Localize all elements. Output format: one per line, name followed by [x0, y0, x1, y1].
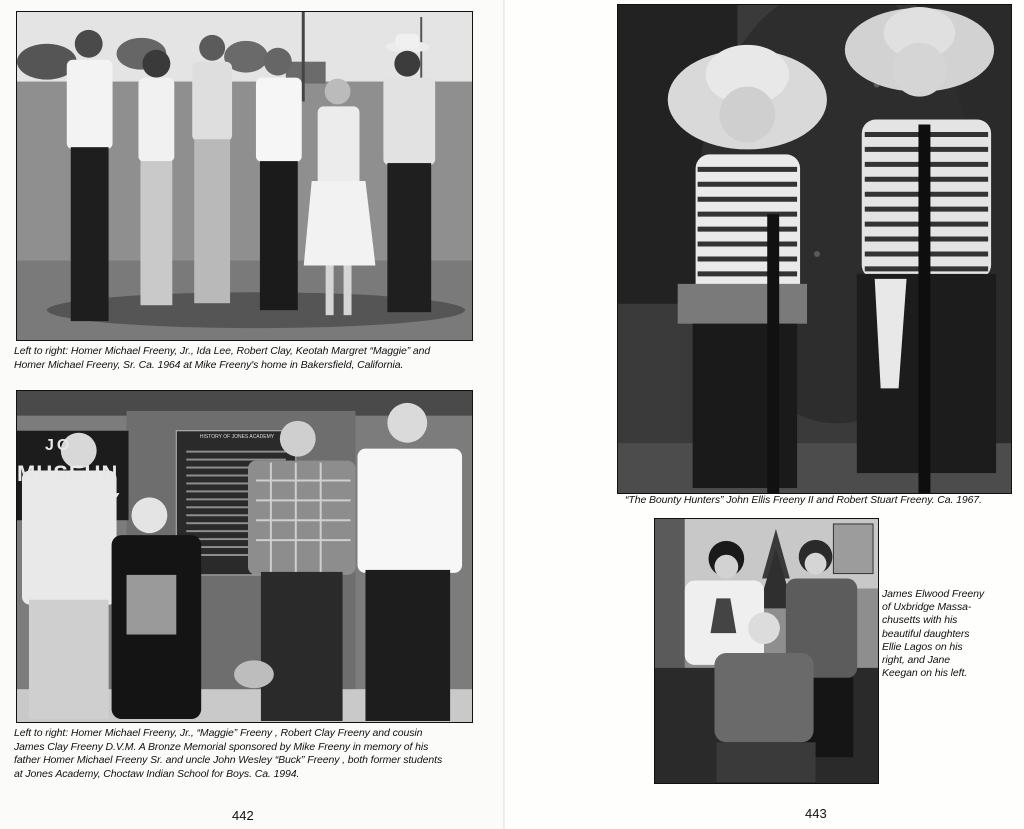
- bounty-hunters-caption: “The Bounty Hunters” John Ellis Freeny II and Robert Stuart Freeny. Ca. 1967.: [625, 494, 982, 506]
- caption-line: Ellie Lagos on his: [882, 640, 963, 653]
- caption-line: Keegan on his left.: [882, 667, 968, 680]
- plaque-title: HISTORY OF JONES ACADEMY: [199, 434, 275, 440]
- sign-text-top: JO: [45, 437, 73, 454]
- father-daughters-photo: [654, 518, 879, 784]
- sign-text-bot: Y: [109, 491, 120, 508]
- family-group-caption: [14, 345, 484, 372]
- museum-sign: [17, 431, 129, 521]
- caption-line: of Uxbridge Massa-: [882, 601, 972, 614]
- caption-line: beautiful daughters: [882, 627, 970, 640]
- bronze-memorial-caption: [14, 727, 494, 781]
- caption-line: chusetts with his: [882, 614, 958, 627]
- bounty-hunters-photo: [617, 4, 1012, 494]
- caption-line: Homer Michael Freeny, Sr. Ca. 1964 at Mike Freeny's home in Bakersfield, California.: [14, 358, 404, 371]
- caption-line: Left to right: Homer Michael Freeny, Jr., “Maggie” Freeny , Robert Clay Freeny and cousin: [14, 727, 423, 739]
- caption-line: father Homer Michael Freeny Sr. and uncle John Wesley “Buck” Freeny , both former students: [14, 754, 443, 766]
- caption-line: at Jones Academy, Choctaw Indian School for Boys. Ca. 1994.: [14, 767, 300, 780]
- caption-line: Left to right: Homer Michael Freeny, Jr., Ida Lee, Robert Clay, Keotah Margret “Maggie” and: [14, 345, 431, 357]
- sign-text-mid: MUSEUN: [17, 461, 119, 486]
- father-daughters-caption: [882, 588, 1017, 680]
- caption-line: James Elwood Freeny: [882, 588, 984, 600]
- family-group-photo: [16, 11, 473, 341]
- caption-line: James Clay Freeny D.V.M. A Bronze Memorial sponsored by Mike Freeny in memory of his: [14, 740, 429, 753]
- bronze-memorial-photo: [16, 390, 473, 723]
- left-page: [0, 0, 505, 829]
- right-page: [505, 0, 1024, 829]
- caption-line: right, and Jane: [882, 654, 950, 667]
- page-number-left: 442: [232, 808, 254, 823]
- page-number-right: 443: [805, 806, 827, 821]
